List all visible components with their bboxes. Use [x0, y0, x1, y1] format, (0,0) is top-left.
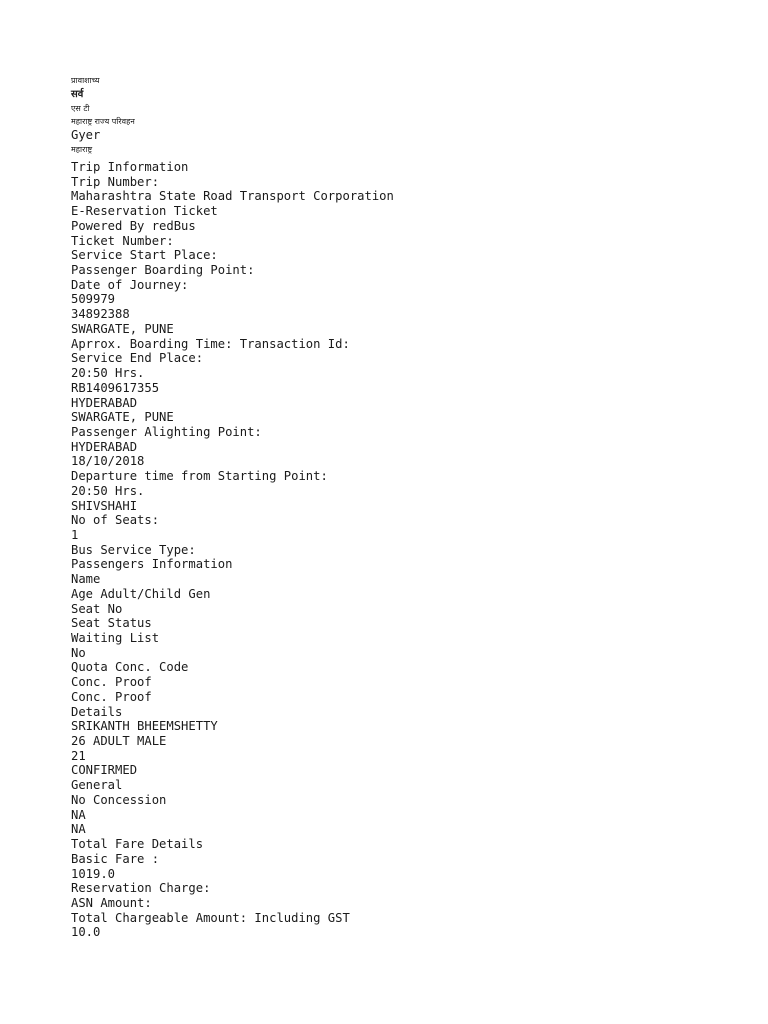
text-line: 34892388: [71, 307, 130, 322]
ticket-text-body: [71, 160, 751, 940]
text-line: Age Adult/Child Gen: [71, 586, 211, 601]
text-line: Passenger Alighting Point:: [71, 424, 262, 439]
text-line: Seat Status: [71, 616, 152, 631]
text-line: NA: [71, 822, 86, 837]
text-line: Waiting List: [71, 631, 160, 645]
text-line: Details: [71, 704, 123, 719]
text-line: No of Seats:: [71, 513, 160, 528]
text-line: CONFIRMED: [71, 763, 138, 778]
text-line: 26 ADULT MALE: [71, 734, 167, 749]
text-line: ASN Amount:: [71, 895, 152, 910]
text-line: Service End Place:: [71, 351, 204, 366]
header-line-5: Gyer: [71, 128, 101, 142]
text-line: 21: [71, 748, 86, 763]
text-line: Trip Number:: [71, 174, 160, 189]
text-line: Total Fare Details: [71, 837, 204, 852]
text-line: Name: [71, 572, 101, 587]
text-line: SWARGATE, PUNE: [71, 321, 174, 336]
text-line: General: [71, 778, 123, 793]
text-line: HYDERABAD: [71, 439, 138, 454]
text-line: Passenger Boarding Point:: [71, 263, 255, 278]
text-line: Quota Conc. Code: [71, 660, 189, 675]
text-line: Aprrox. Boarding Time: Transaction Id:: [71, 336, 350, 351]
text-line: Basic Fare :: [71, 851, 160, 866]
text-line: 18/10/2018: [71, 454, 145, 469]
text-line: RB1409617355: [71, 380, 160, 395]
text-line: Powered By redBus: [71, 218, 196, 233]
text-line: Date of Journey:: [71, 277, 189, 292]
header-line-6: महाराष्ट्र: [71, 145, 93, 154]
header-line-2: सर्व: [71, 89, 84, 100]
text-line: 1019.0: [71, 866, 116, 881]
text-line: SRIKANTH BHEEMSHETTY: [71, 719, 218, 734]
text-line: Ticket Number:: [71, 233, 174, 248]
text-line: Conc. Proof: [71, 675, 152, 690]
text-line: Total Chargeable Amount: Including GST: [71, 910, 350, 925]
text-line: SWARGATE, PUNE: [71, 410, 174, 425]
text-line: NA: [71, 807, 86, 822]
header-line-4: महाराष्ट्र राज्य परिवहन: [71, 117, 135, 126]
ticket-header: [71, 74, 135, 156]
text-line: 20:50 Hrs.: [71, 366, 145, 381]
text-line: Passengers Information: [71, 557, 233, 572]
text-line: Service Start Place:: [71, 248, 218, 263]
text-line: 10.0: [71, 925, 101, 940]
text-line: HYDERABAD: [71, 395, 138, 410]
text-line: E-Reservation Ticket: [71, 204, 218, 219]
text-line: Departure time from Starting Point:: [71, 469, 328, 484]
text-line: Reservation Charge:: [71, 881, 211, 896]
text-line: 20:50 Hrs.: [71, 483, 145, 498]
header-line-3: एस टी: [71, 104, 90, 113]
text-line: 509979: [71, 292, 116, 307]
text-line: Maharashtra State Road Transport Corporation: [71, 189, 394, 204]
text-line: No Concession: [71, 792, 167, 807]
text-line: SHIVSHAHI: [71, 498, 138, 513]
text-line: Seat No: [71, 601, 123, 616]
text-line: Trip Information: [71, 160, 189, 174]
text-line: 1: [71, 527, 79, 542]
header-line-1: प्रावाशाच्य: [71, 76, 100, 85]
text-line: No: [71, 645, 86, 660]
text-line: Conc. Proof: [71, 689, 152, 704]
text-line: Bus Service Type:: [71, 542, 196, 557]
